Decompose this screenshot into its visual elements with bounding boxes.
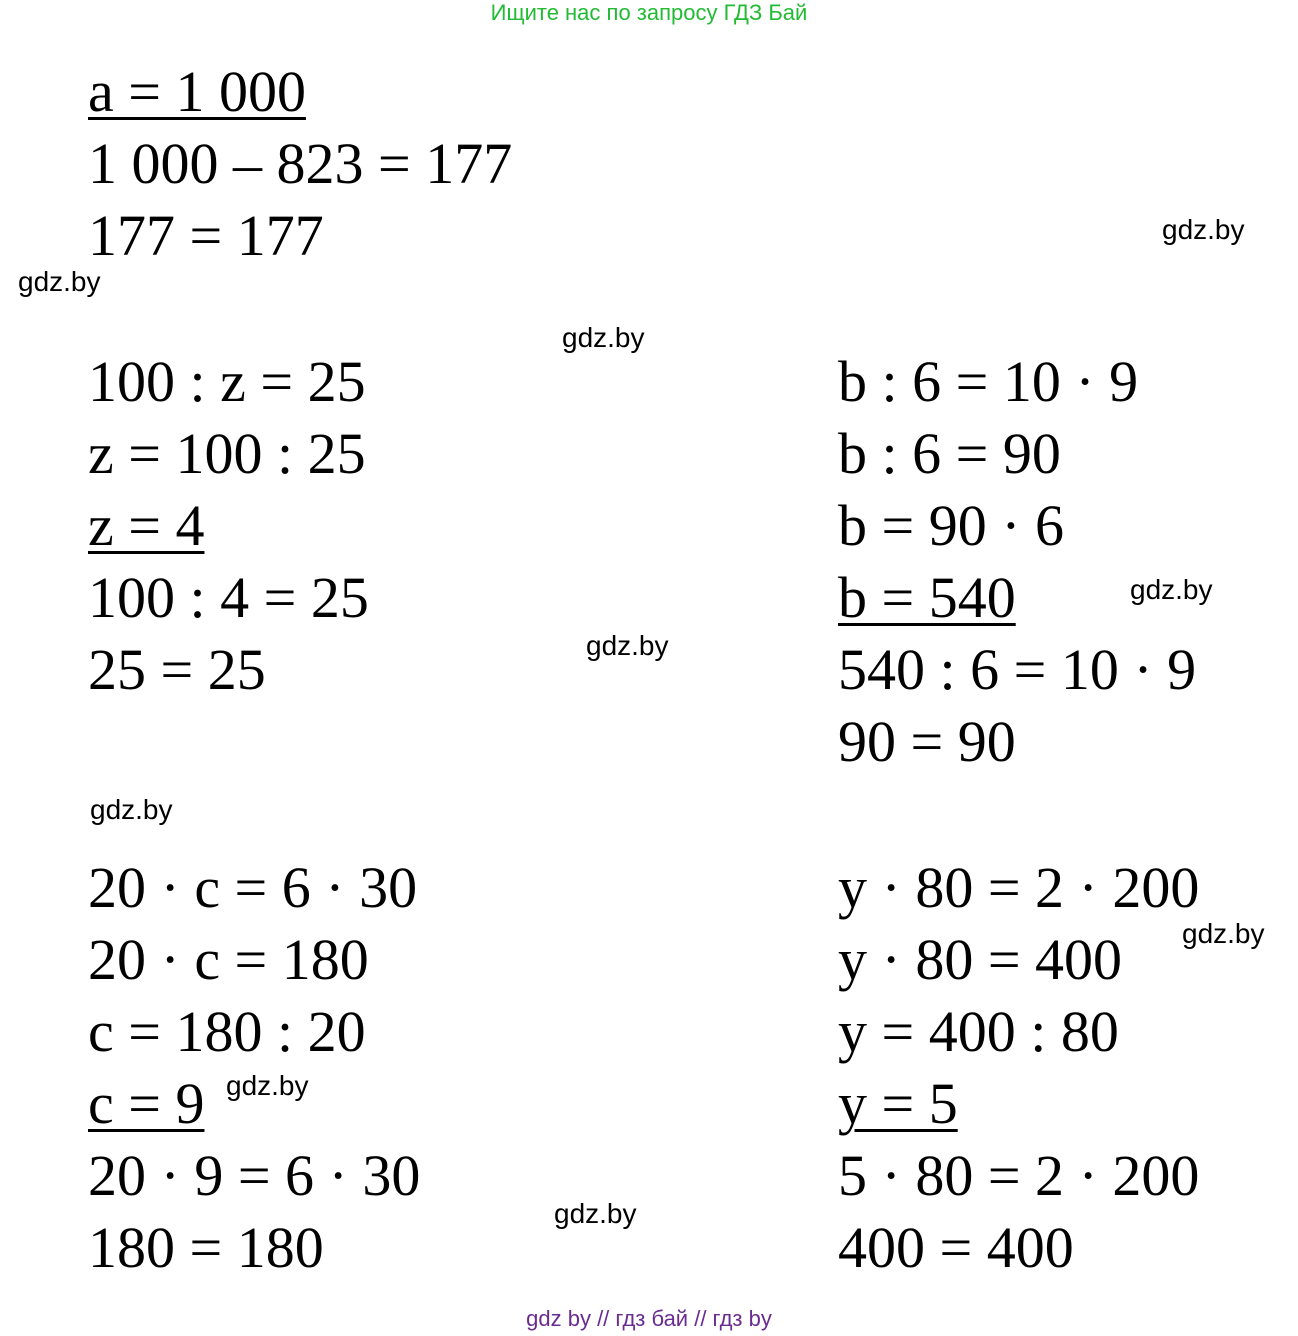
check-line: 5 · 80 = 2 · 200 — [838, 1143, 1200, 1208]
equation-line: 20 · c = 6 · 30 — [88, 855, 418, 920]
equation-line: b : 6 = 90 — [838, 421, 1061, 486]
search-hint-header: Ищите нас по запросу ГДЗ Бай — [490, 0, 808, 25]
answer-y: y = 5 — [838, 1071, 958, 1136]
watermark: gdz.by — [18, 266, 101, 297]
watermark: gdz.by — [1162, 214, 1245, 245]
check-result: 180 = 180 — [88, 1215, 324, 1280]
check-line: 100 : 4 = 25 — [88, 565, 369, 630]
equation-line: 20 · c = 180 — [88, 927, 369, 992]
answer-z: z = 4 — [88, 493, 205, 558]
answer-b: b = 540 — [838, 565, 1016, 630]
footer-links-text: gdz by // гдз бай // гдз by — [526, 1306, 772, 1331]
watermark: gdz.by — [554, 1198, 637, 1229]
equation-line: b : 6 = 10 · 9 — [838, 349, 1139, 414]
equation-line: y · 80 = 2 · 200 — [838, 855, 1200, 920]
check-result: 177 = 177 — [88, 203, 324, 268]
equation-line: 100 : z = 25 — [88, 349, 366, 414]
watermark: gdz.by — [562, 322, 645, 353]
watermark: gdz.by — [586, 630, 669, 661]
equation-line: z = 100 : 25 — [88, 421, 366, 486]
answer-c: c = 9 — [88, 1071, 205, 1136]
equation-line: y · 80 = 400 — [838, 927, 1123, 992]
answer-a: a = 1 000 — [88, 59, 306, 124]
equation-line: b = 90 · 6 — [838, 493, 1065, 558]
watermark: gdz.by — [90, 794, 173, 825]
check-result: 90 = 90 — [838, 709, 1016, 774]
equation-line: y = 400 : 80 — [838, 999, 1119, 1064]
check-result: 400 = 400 — [838, 1215, 1074, 1280]
check-line: 20 · 9 = 6 · 30 — [88, 1143, 421, 1208]
check-line: 1 000 – 823 = 177 — [88, 131, 513, 196]
check-result: 25 = 25 — [88, 637, 266, 702]
check-line: 540 : 6 = 10 · 9 — [838, 637, 1197, 702]
equation-line: c = 180 : 20 — [88, 999, 366, 1064]
watermark: gdz.by — [1130, 574, 1213, 605]
watermark: gdz.by — [1182, 918, 1265, 949]
watermark: gdz.by — [226, 1070, 309, 1101]
